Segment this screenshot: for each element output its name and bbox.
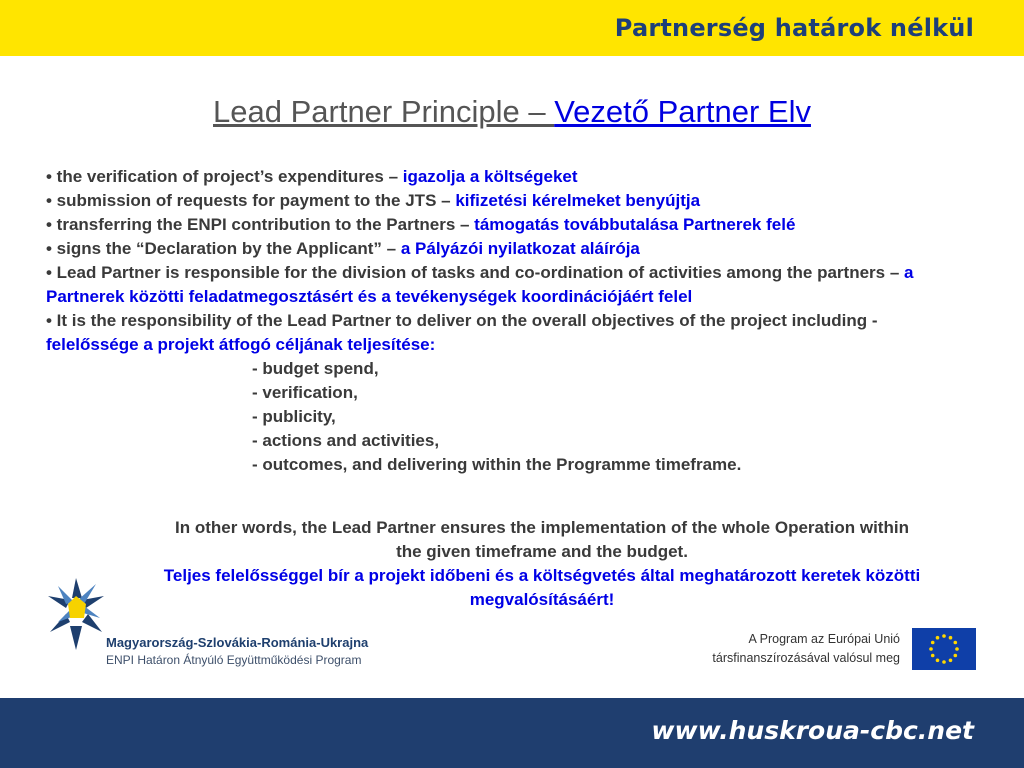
bullet-text-hu: kifizetési kérelmeket benyújtja [455,191,701,210]
program-star-logo [48,578,106,650]
summary-block [160,516,924,612]
slide-body [46,165,926,477]
header-bar [0,0,1024,56]
footer-bar [0,698,1024,768]
slide-title-en: Lead Partner Principle – [213,94,555,129]
bullet-text-en: • submission of requests for payment to the JTS – [46,191,456,210]
eu-text-line: A Program az Európai Unió [748,632,900,646]
footer-url[interactable]: www.huskroua-cbc.net [651,716,974,745]
slide-title [0,94,1024,130]
bullet-text-hu: igazolja a költségeket [402,167,578,186]
eu-flag [912,628,976,670]
header-title: Partnerség határok nélkül [614,14,974,42]
bullet-text-hu: támogatás továbbutalása Partnerek felé [474,215,796,234]
objective-item: - actions and activities, [252,431,440,450]
bullet-declaration [46,237,926,261]
eu-text-line: társfinanszírozásával valósul meg [712,651,900,665]
bullet-text-en: • the verification of project’s expenditures – [46,167,403,186]
bullet-text-en: • signs the “Declaration by the Applicant” – [46,239,401,258]
bullet-division-of-tasks [46,261,926,309]
bullet-text-en: • transferring the ENPI contribution to the Partners – [46,215,475,234]
bullet-text-hu: felelőssége a projekt átfogó céljának teljesítése: [46,335,436,354]
objectives-list [46,357,926,477]
bullet-overall-objectives [46,309,926,357]
slide-title-hu: Vezető Partner Elv [554,94,811,129]
objective-item: - publicity, [252,407,336,426]
objective-item: - verification, [252,383,358,402]
bullet-payment-requests [46,189,926,213]
bullet-text-en: • Lead Partner is responsible for the division of tasks and co-ordination of activities among the partners – [46,263,905,282]
bullet-transferring-contribution [46,213,926,237]
summary-en: In other words, the Lead Partner ensures the implementation of the whole Operation within the given timeframe and the budget. [175,518,909,561]
summary-hu: Teljes felelősséggel bír a projekt időbeni és a költségvetés által meghatározott keretek közötti megvalósításáért! [163,566,921,609]
objective-item: - outcomes, and delivering within the Programme timeframe. [252,455,742,474]
objective-item: - budget spend, [252,359,379,378]
program-subtitle: ENPI Határon Átnyúló Együttműködési Program [106,653,362,667]
bullet-verification [46,165,926,189]
program-star-logo-rays [48,578,104,650]
program-name: Magyarország-Szlovákia-Románia-Ukrajna [106,635,369,650]
bullet-text-hu: a Partnerek közötti feladatmegosztásért és a tevékenységek koordinációjáért felel [46,263,914,306]
bullet-text-en: • It is the responsibility of the Lead Partner to deliver on the overall objectives of the project including - [46,311,878,330]
bullet-text-hu: a Pályázói nyilatkozat aláírója [400,239,640,258]
eu-cofinancing-note [700,630,900,668]
